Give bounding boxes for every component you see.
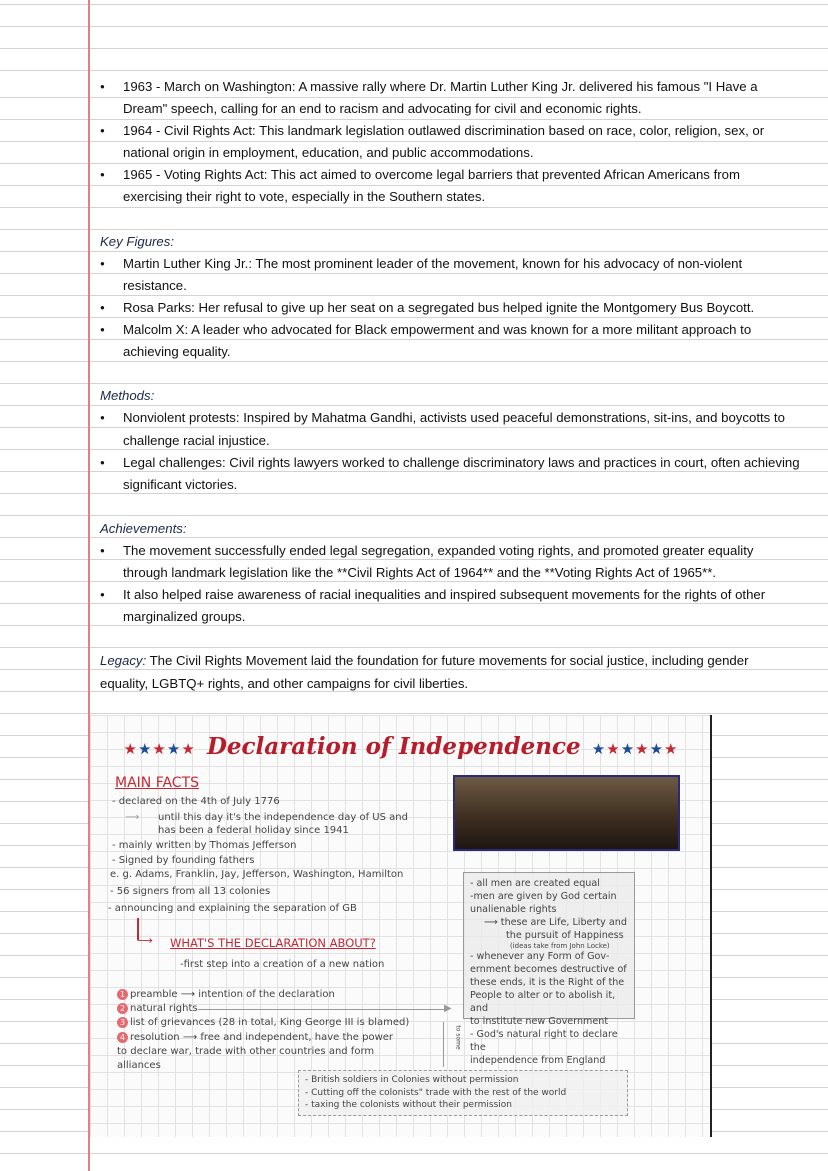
part-text: natural rights <box>130 1003 198 1014</box>
list-item: ● Malcolm X: A leader who advocated for Black empowerment and was known for a more militant approach to achieving equality. <box>100 319 800 363</box>
arrow-icon: ⟶ <box>125 812 140 823</box>
notes-text <box>100 76 800 695</box>
number-badge: 2 <box>117 1003 128 1014</box>
part-3 <box>117 1016 409 1029</box>
arrow-head-icon: ⟶ <box>137 934 153 947</box>
natural-rights-box <box>463 872 635 1066</box>
fact: - Signed by founding fathers <box>112 855 255 866</box>
box-line: - God's natural right to declare the <box>470 1029 618 1053</box>
part-2 <box>117 1002 198 1015</box>
part-4 <box>117 1031 393 1044</box>
fact: e. g. Adams, Franklin, Jay, Jefferson, Washington, Hamilton <box>110 869 404 880</box>
fact: - announcing and explaining the separation of GB <box>108 903 357 914</box>
fact: - mainly written by Thomas Jefferson <box>112 840 297 851</box>
box-line: these ends, it is the Right of the <box>470 977 625 988</box>
box-line: - whenever any Form of Gov- <box>470 951 610 962</box>
stars-right-icon: ★★★★★★ <box>591 740 679 758</box>
declaration-title: Declaration of Independence <box>206 733 581 760</box>
box-line: People to alter or to abolish it, and <box>470 990 616 1014</box>
box-line: unalienable rights <box>470 904 557 915</box>
list-item: ● 1965 - Voting Rights Act: This act aimed to overcome legal barriers that prevented African Americans from exercising their right to vote, especially in the Southern states. <box>100 164 800 208</box>
number-badge: 1 <box>117 989 128 1000</box>
box-line: ernment becomes destructive of <box>470 964 627 975</box>
fact: - declared on the 4th of July 1776 <box>112 796 280 807</box>
box-line: to institute new Government <box>470 1016 609 1027</box>
fact: - 56 signers from all 13 colonies <box>110 886 271 897</box>
declaration-infographic <box>90 715 712 1137</box>
box-line: - all men are created equal <box>470 878 600 889</box>
about-heading: WHAT'S THE DECLARATION ABOUT? <box>170 936 376 950</box>
box-line: ⟶ these are Life, Liberty and <box>484 917 627 928</box>
part-text: preamble ⟶ intention of the declaration <box>130 989 335 1000</box>
methods-heading: Methods: <box>100 388 155 404</box>
list-item: ● The movement successfully ended legal segregation, expanded voting rights, and promoted greater equality through landmark legislation like the **Civil Rights Act of 1964** and the **Voting Rights Act of 1965**. <box>100 540 800 584</box>
box-line: (ideas take from John Locke) <box>510 942 610 950</box>
list-item: ● Martin Luther King Jr.: The most prominent leader of the movement, known for his advocacy of non-violent resistance. <box>100 253 800 297</box>
part-4-cont: to declare war, trade with other countries and form <box>117 1046 375 1057</box>
list-item: ● Legal challenges: Civil rights lawyers worked to challenge discriminatory laws and practices in court, often achieving significant victories. <box>100 452 800 496</box>
stars-left-icon: ★★★★★ <box>123 740 196 758</box>
list-item: ● Nonviolent protests: Inspired by Mahatma Gandhi, activists used peaceful demonstrations, sit-ins, and boycotts to challenge racial injustice. <box>100 407 800 451</box>
legacy-text: The Civil Rights Movement laid the foundation for future movements for social justice, including gender equality, LGBTQ+ rights, and other campaigns for civil liberties. <box>100 653 749 691</box>
list-item: ● 1964 - Civil Rights Act: This landmark legislation outlawed discrimination based on race, color, religion, sex, or national origin in employment, education, and public accommodations. <box>100 120 800 164</box>
number-badge: 3 <box>117 1017 128 1028</box>
timeline-list <box>100 76 800 209</box>
number-badge: 4 <box>117 1032 128 1043</box>
list-item: ● It also helped raise awareness of racial inequalities and inspired subsequent movements for the rights of other marginalized groups. <box>100 584 800 628</box>
arrow-head-icon: ▶ <box>444 1003 452 1014</box>
legacy-paragraph <box>100 650 800 694</box>
grievance: - Cutting off the colonists" trade with the rest of the world <box>305 1087 567 1098</box>
fact: until this day it's the independence day of US and <box>158 812 408 823</box>
achievements-heading: Achievements: <box>100 520 187 536</box>
key-figures-heading: Key Figures: <box>100 233 175 249</box>
arrow-line <box>443 1022 444 1067</box>
grievance: - taxing the colonists without their permission <box>305 1100 512 1110</box>
grievance: - British soldiers in Colonies without permission <box>305 1075 519 1085</box>
fact: has been a federal holiday since 1941 <box>158 825 349 836</box>
arrow-line <box>198 1009 448 1010</box>
declaration-title-row <box>90 733 712 760</box>
part-text: list of grievances (28 in total, King George III is blamed) <box>130 1017 410 1028</box>
list-item: ● Rosa Parks: Her refusal to give up her seat on a segregated bus helped ignite the Montgomery Bus Boycott. <box>100 297 800 319</box>
list-item: ● 1963 - March on Washington: A massive rally where Dr. Martin Luther King Jr. delivered his famous "I Have a Dream" speech, calling for an end to racism and advocating for civil and economic rights. <box>100 76 800 120</box>
main-facts-heading: MAIN FACTS <box>115 775 200 791</box>
part-1 <box>117 988 335 1001</box>
box-line: -men are given by God certain <box>470 891 617 902</box>
side-label: to some <box>454 1025 462 1050</box>
box-line: the pursuit of Happiness <box>506 930 624 941</box>
part-text: resolution ⟶ free and independent, have the power <box>130 1032 394 1043</box>
box-line: independence from England <box>470 1055 606 1066</box>
grievances-box <box>298 1070 628 1116</box>
part-4-cont: alliances <box>117 1060 161 1071</box>
legacy-label: Legacy: <box>100 653 147 669</box>
about-text: -first step into a creation of a new nation <box>180 959 385 970</box>
signing-painting-image <box>453 775 680 851</box>
